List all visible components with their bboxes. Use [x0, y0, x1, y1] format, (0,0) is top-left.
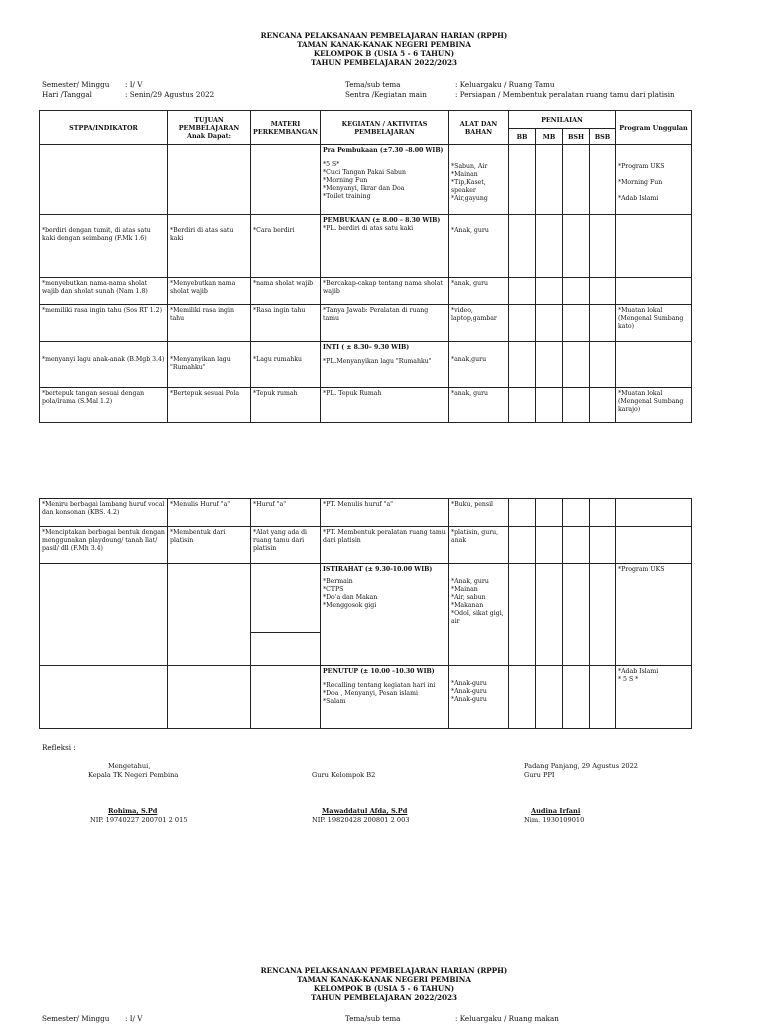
cell-program: *Program UKS	[616, 564, 692, 666]
cell-program	[616, 278, 692, 305]
place-date: Padang Panjang, 29 Agustus 2022	[524, 762, 638, 770]
session-title: Pra Pembukaan (±7.30 –8.00 WIB)	[323, 147, 444, 154]
cell-tools: *Anak, guru	[449, 215, 509, 278]
cell-program: *Program UKS *Morning Fun *Adab Islami	[616, 145, 692, 215]
cell-material: *nama sholat wajib	[251, 278, 321, 305]
cell-program	[616, 527, 692, 564]
cell-material: *Huruf "a"	[251, 499, 321, 527]
principal-nip: NIP. 19740227 200701 2 015	[90, 816, 188, 824]
table-row	[40, 564, 692, 666]
lesson-plan-table-2	[39, 498, 692, 729]
cell-goal	[168, 666, 251, 729]
cell-indicator: *memiliki rasa ingin tahu (Sos RT 1.2)	[40, 305, 168, 342]
cell-tools: *anak, guru	[449, 388, 509, 423]
cell-tools: *platisin, guru, anak	[449, 527, 509, 564]
teacher-nip: NIP. 19820428 200801 2 003	[312, 816, 410, 824]
cell-activity: *Tanya Jawab: Peralatan di ruang tamu	[321, 305, 449, 342]
cell-material: *Tepuk rumah	[251, 388, 321, 423]
activity-list: *5 S* *Cuci Tangan Pakai Sabun *Morning Fun *Menyanyi, Ikrar dan Doa *Toilet training	[323, 161, 406, 200]
cell-goal: *Membentuk dari platisin	[168, 527, 251, 564]
activity-list: *Recalling tentang kegiatan hari ini *Doa , Menyanyi, Pesan islami *Salam	[323, 682, 436, 705]
cell-indicator	[40, 564, 168, 666]
cell-activity	[321, 145, 449, 215]
header-bsb: BSB	[590, 129, 616, 145]
date-label: Hari /Tanggal	[42, 90, 92, 99]
header-alat: ALAT DAN BAHAN	[449, 111, 509, 145]
date-value: : Senin/29 Agustus 2022	[125, 90, 215, 99]
cell-material	[251, 145, 321, 215]
theme-label: Tema/sub tema	[345, 80, 401, 89]
semester-label: Semester/ Minggu	[42, 80, 110, 89]
session-title: ISTIRAHAT (± 9.30-10.00 WIB)	[323, 566, 433, 573]
cell-tools: *Anak, guru *Mainan *Air, sabun *Makanan *Odol, sikat gigi, air	[449, 564, 509, 666]
session-title: INTI ( ± 8.30– 9.30 WIB)	[323, 344, 410, 351]
activity-list: *PL. berdiri di atas satu kaki	[323, 225, 414, 232]
header-materi: MATERI PERKEMBANGAN	[251, 111, 321, 145]
cell-indicator: *berdiri dengan tumit, di atas satu kaki dengan seimbang (F.Mk 1.6)	[40, 215, 168, 278]
cell-program: *Muatan lokal (Mengenal Sumbang kato)	[616, 305, 692, 342]
activity-list: *Bermain *CTPS *Do'a dan Makan *Menggosok gigi	[323, 578, 378, 609]
table-row	[40, 666, 692, 729]
cell-material: *Lagu rumahku	[251, 342, 321, 388]
cell-activity	[321, 215, 449, 278]
cell-indicator	[40, 145, 168, 215]
table-row	[40, 145, 692, 215]
semester-value: : I/ V	[125, 80, 143, 89]
cell-goal: *Bertepuk sesuai Pola	[168, 388, 251, 423]
cell-program: *Muatan lokal (Mengenal Sumbang karajo)	[616, 388, 692, 423]
cell-activity: *PT. Menulis huruf "a"	[321, 499, 449, 527]
doc-title: RENCANA PELAKSANAAN PEMBELAJARAN HARIAN (RPPH)	[260, 31, 508, 40]
cell-goal: *Berdiri di atas satu kaki	[168, 215, 251, 278]
header-penilaian: PENILAIAN	[509, 111, 616, 129]
acknowledged-label: Mengetahui,	[108, 762, 151, 770]
theme-value: : Keluargaku / Ruang Tamu	[455, 80, 555, 89]
cell-activity: *PT. Membentuk peralatan ruang tamu dari platisin	[321, 527, 449, 564]
theme-label-2: Tema/sub tema	[345, 1014, 401, 1023]
header-kegiatan: KEGIATAN / AKTIVITAS PEMBELAJARAN	[321, 111, 449, 145]
session-title: PEMBUKAAN (± 8.00 – 8.30 WIB)	[323, 217, 441, 224]
lesson-plan-table-1	[39, 110, 692, 423]
cell-goal	[168, 145, 251, 215]
cell-activity: *Bercakap-cakap tentang nama sholat wajib	[321, 278, 449, 305]
center-label: Sentra /Kegiatan main	[345, 90, 427, 99]
cell-indicator: *Meniru berbagai lambang huruf vocal dan konsonan (KBS. 4.2)	[40, 499, 168, 527]
group-name: KELOMPOK B (USIA 5 - 6 TAHUN)	[313, 49, 455, 58]
cell-tools: *anak, guru	[449, 278, 509, 305]
header-bsh: BSH	[563, 129, 590, 145]
school-year-2: TAHUN PEMBELAJARAN 2022/2023	[311, 993, 457, 1002]
group-name-2: KELOMPOK B (USIA 5 - 6 TAHUN)	[313, 984, 455, 993]
cell-indicator: *bertepuk tangan sesuai dengan pola/irama (S.Mal 1.2)	[40, 388, 168, 423]
cell-material: *Cara berdiri	[251, 215, 321, 278]
school-name: TAMAN KANAK-KANAK NEGERI PEMBINA	[297, 40, 471, 49]
header-bb: BB	[509, 129, 536, 145]
table-row	[40, 305, 692, 342]
principal-name: Rohima, S.Pd	[108, 807, 158, 815]
cell-goal: *Menyebutkan nama sholat wajib	[168, 278, 251, 305]
cell-tools: *video, laptop,gambar	[449, 305, 509, 342]
cell-tools: *anak,guru	[449, 342, 509, 388]
doc-title-2: RENCANA PELAKSANAAN PEMBELAJARAN HARIAN (RPPH)	[260, 966, 508, 975]
cell-indicator	[40, 666, 168, 729]
semester-label-2: Semester/ Minggu	[42, 1014, 110, 1023]
cell-goal	[168, 564, 251, 666]
table-row	[40, 342, 692, 388]
cell-indicator: *menyanyi lagu anak-anak (B.Mgb 3.4)	[40, 342, 168, 388]
intern-name: Audina Irfani	[531, 807, 581, 815]
intern-title: Guru PPI	[524, 771, 555, 779]
cell-program: *Adab Islami * 5 S *	[616, 666, 692, 729]
table-row	[40, 499, 692, 527]
principal-title: Kepala TK Negeri Pembina	[88, 771, 179, 779]
cell-activity: *PL. Tepuk Rumah	[321, 388, 449, 423]
teacher-name: Mawaddatul Afda, S.Pd	[322, 807, 408, 815]
semester-value-2: : I/ V	[125, 1014, 143, 1023]
cell-goal: *Menulis Huruf "a"	[168, 499, 251, 527]
cell-material: *Alat yang ada di ruang tamu dari platisin	[251, 527, 321, 564]
cell-material	[251, 666, 321, 729]
cell-goal: *Menyanyikan lagu "Rumahku"	[168, 342, 251, 388]
table-row	[40, 215, 692, 278]
table-row	[40, 527, 692, 564]
theme-value-2: : Keluargaku / Ruang makan	[455, 1014, 559, 1023]
school-name-2: TAMAN KANAK-KANAK NEGERI PEMBINA	[297, 975, 471, 984]
cell-goal: *Memiliki rasa ingin tahu	[168, 305, 251, 342]
table-row	[40, 388, 692, 423]
cell-indicator: *Menciptakan berbagai bentuk dengan menggunakan playdoung/ tanah liat/ pasil/ dll (F.Mh 3.4)	[40, 527, 168, 564]
intern-nim: Nim. 1930109010	[524, 816, 585, 824]
cell-indicator: *menyebutkan nama-nama sholat wajib dan sholat sunah (Nam 1.8)	[40, 278, 168, 305]
header-stppa: STPPA/INDIKATOR	[40, 111, 168, 145]
cell-program	[616, 342, 692, 388]
teacher-title: Guru Kelompok B2	[312, 771, 376, 779]
cell-material	[251, 564, 321, 666]
header-tujuan: TUJUAN PEMBELAJARAN Anak Dapat:	[168, 111, 251, 145]
cell-activity	[321, 342, 449, 388]
cell-program	[616, 215, 692, 278]
cell-tools: *Sabun, Air *Mainan *Tip,Kaset, speaker *Air,gayung	[449, 145, 509, 215]
cell-tools: *Buku, pensil	[449, 499, 509, 527]
header-mb: MB	[536, 129, 563, 145]
center-value: : Persiapan / Membentuk peralatan ruang tamu dari platisin	[455, 90, 675, 99]
cell-tools: *Anak-guru *Anak-guru *Anak-guru	[449, 666, 509, 729]
cell-program	[616, 499, 692, 527]
school-year: TAHUN PEMBELAJARAN 2022/2023	[311, 58, 457, 67]
table-row	[40, 278, 692, 305]
activity-list: *PL.Menyanyikan lagu "Rumahku"	[323, 358, 432, 365]
header-program: Program Unggulan	[616, 111, 692, 145]
cell-activity	[321, 666, 449, 729]
reflection-label: Refleksi :	[42, 743, 76, 752]
session-title: PENUTUP (± 10.00 –10.30 WIB)	[323, 668, 435, 675]
cell-material: *Rasa ingin tahu	[251, 305, 321, 342]
cell-activity	[321, 564, 449, 666]
